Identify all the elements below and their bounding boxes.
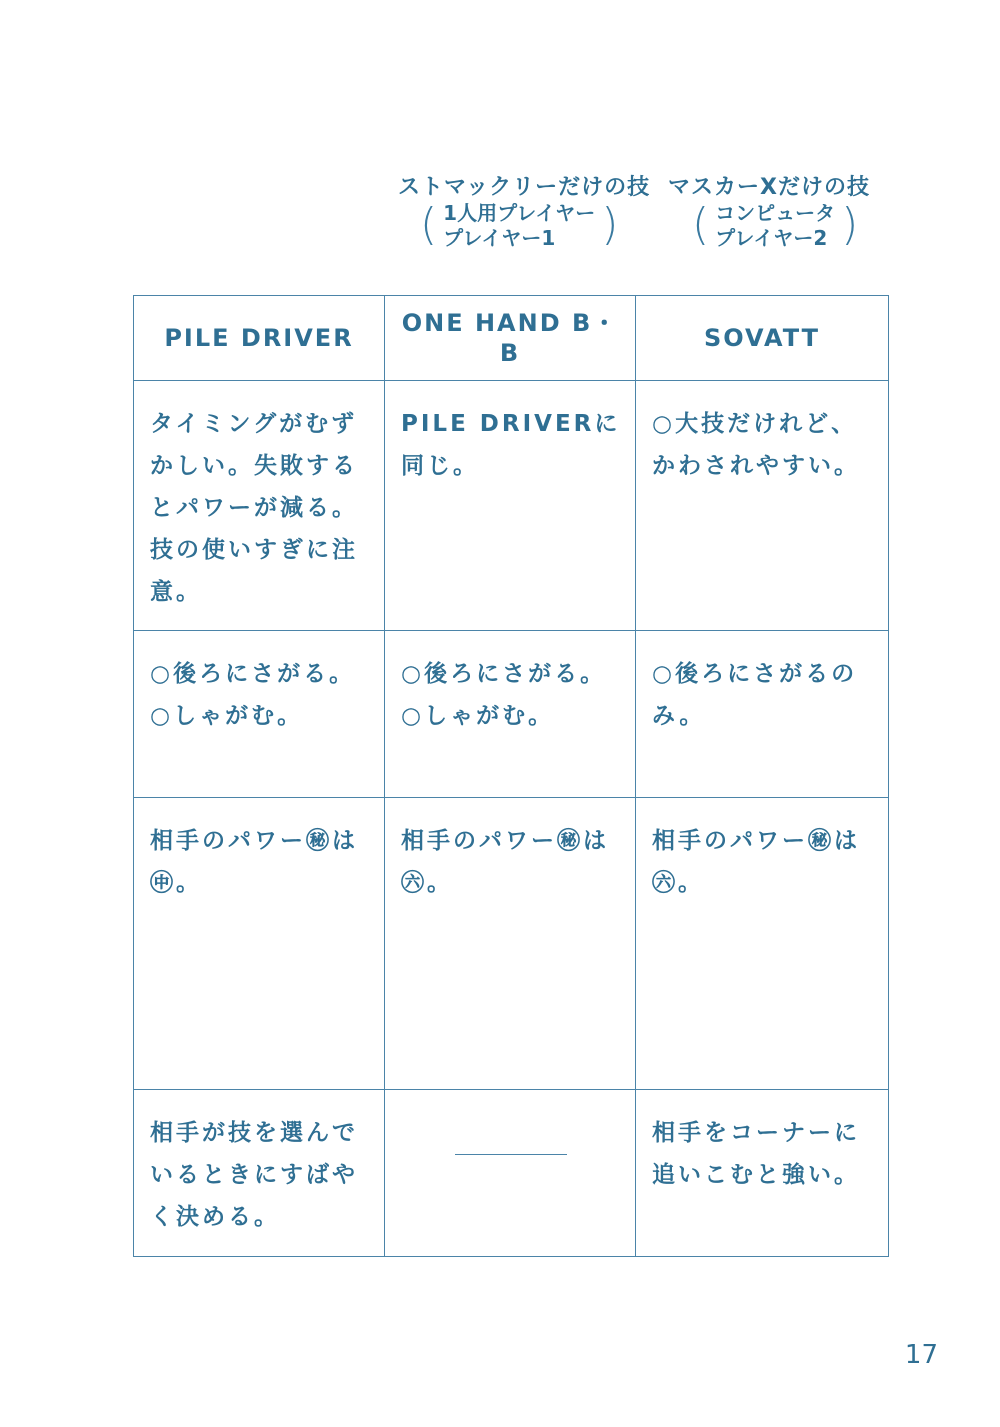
table-cell [134,798,385,1090]
player-number-label: プレイヤー2 [715,226,828,250]
cell-line: ○後ろにさがるの [652,661,858,687]
table-cell [636,798,889,1090]
cell-line: ○大技だけれど、 [652,411,858,437]
header-cell: PILE DRIVER [134,296,385,381]
cell-line: ○しゃがむ。 [401,703,555,729]
cell-line: かわされやすい。 [652,453,860,479]
cell-line: く決める。 [150,1204,280,1230]
header-col2 [668,170,870,201]
table-cell [385,381,636,631]
table-cell [636,381,889,631]
header-cell: SOVATT [636,296,889,381]
table-cell [134,1090,385,1257]
cell-line: 追いこむと強い。 [652,1162,860,1188]
header-col1-note [420,200,618,252]
open-paren-icon: ( [692,199,710,250]
cell-line: ㊅。 [652,870,704,896]
cell-line: 相手のパワー㊙は [652,828,860,854]
table-cell [134,631,385,798]
header-cell: ONE HAND B・B [385,296,636,381]
table-row [134,381,889,631]
cell-line: 同じ。 [401,453,479,479]
cell-line: 相手が技を選んで [150,1120,358,1146]
cell-line: 相手のパワー㊙は [401,828,609,854]
table-cell [636,1090,889,1257]
cell-line: とパワーが減る。 [150,495,358,521]
cell-line: ○後ろにさがる。 [401,661,607,687]
cell-line: いるときにすばや [150,1162,358,1188]
table-cell [636,631,889,798]
cell-line: 技の使いすぎに注 [150,537,358,563]
table-header-row [134,296,889,381]
table-row [134,798,889,1090]
cell-line: 意。 [150,579,202,605]
cell-line: PILE DRIVERに [401,411,621,437]
cell-line: かしい。失敗する [150,453,358,479]
close-paren-icon: ) [841,199,859,250]
cell-line: み。 [652,703,706,729]
cell-line: 相手のパワー㊙は [150,828,358,854]
table-cell [385,631,636,798]
player-type-label: コンピュータ [715,201,836,225]
table-row [134,1090,889,1257]
table-cell [385,1090,636,1257]
player-number-label: プレイヤー1 [443,226,556,250]
masker-x-only-moves-title: マスカーXだけの技 [668,175,870,200]
page-number: 17 [904,1340,938,1370]
empty-dash [455,1154,567,1155]
table-cell [134,381,385,631]
cell-line: ○後ろにさがる。 [150,661,356,687]
stomach-only-moves-title: ストマックリーだけの技 [398,175,651,200]
header-col1 [398,170,650,201]
moves-table [133,295,889,1257]
table-row [134,631,889,798]
cell-line: ○しゃがむ。 [150,703,304,729]
header-col2-note [692,200,858,252]
cell-line: 相手をコーナーに [652,1120,860,1146]
cell-line: ㊥。 [150,870,202,896]
cell-line: タイミングがむず [150,411,358,437]
cell-line: ㊅。 [401,870,453,896]
player-type-label: 1人用プレイヤー [443,201,596,225]
close-paren-icon: ) [601,199,619,250]
table-cell [385,798,636,1090]
open-paren-icon: ( [420,199,438,250]
